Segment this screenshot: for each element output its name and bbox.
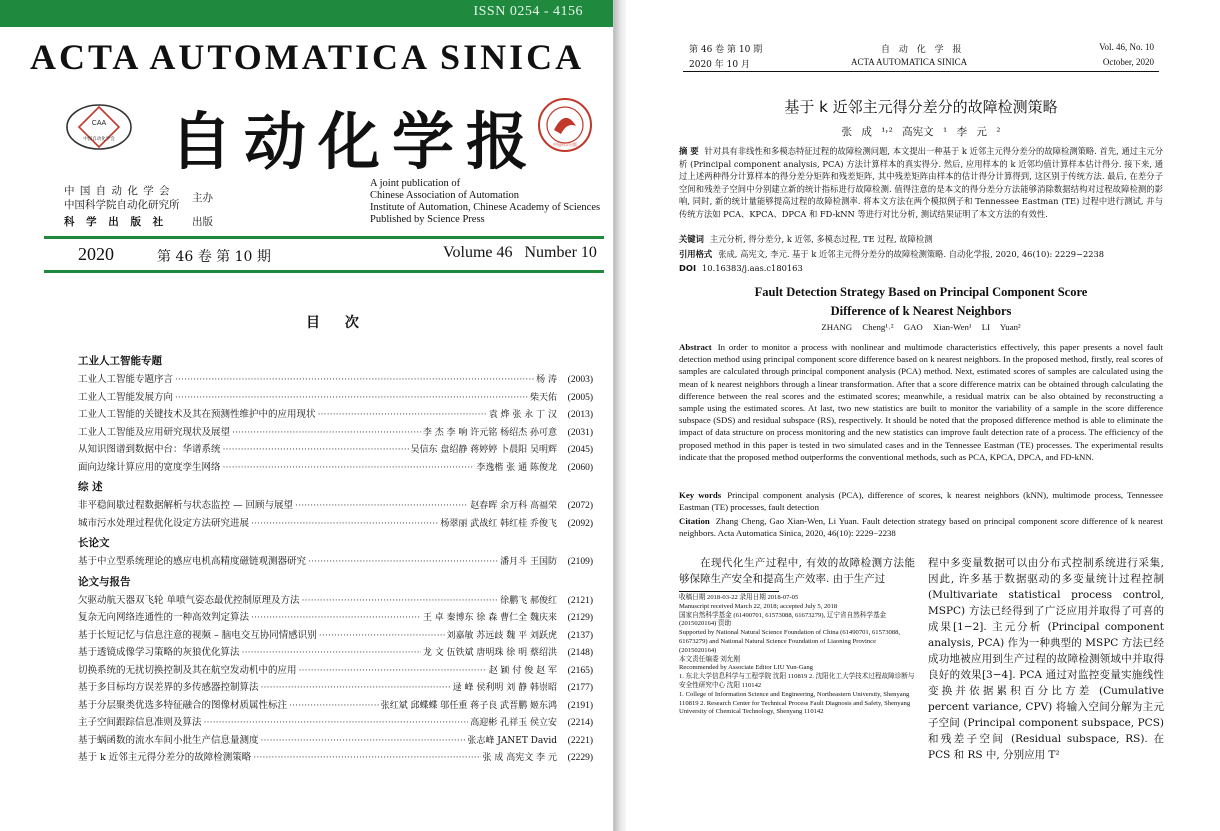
toc-entry[interactable] bbox=[78, 749, 593, 767]
toc-leader-dots bbox=[253, 749, 480, 767]
publisher-role: 出版 bbox=[192, 216, 213, 228]
toc-entry-authors: 龙 文 伍铁斌 唐明珠 徐 明 蔡绍洪 bbox=[422, 648, 557, 658]
publication-line: A joint publication of bbox=[370, 178, 461, 189]
toc-entry-authors: 赵 颖 付 俊 赵 军 bbox=[488, 665, 557, 676]
keywords-cn-label: 关键词 bbox=[679, 234, 704, 244]
toc-entry-page: (2045) bbox=[567, 445, 593, 455]
toc-entry-title: 从知识图谱到数据中台：华谱系统 bbox=[78, 444, 221, 455]
sponsor-ia-cas: 中国科学院自动化研究所 bbox=[64, 199, 180, 211]
toc-entry-title: 工业人工智能及应用研究现状及展望 bbox=[78, 426, 231, 438]
toc-entry-title: 非平稳间歇过程数据解析与状态监控 — 回顾与展望 bbox=[78, 500, 294, 511]
toc-entry[interactable] bbox=[78, 424, 593, 442]
publication-line: Institute of Automation, Chinese Academy of Sciences bbox=[370, 202, 601, 213]
footnote-line: 1. College of Information Science and Engineering, Northeastern University, Shenyang 110819 2. Research Center for Technical Process Fault Diagnosis and Safety, Shenyang University of Chemical Technology, Shenyang 110142 bbox=[679, 690, 911, 716]
toc-entry[interactable] bbox=[78, 406, 593, 424]
toc-entry-page: (2013) bbox=[567, 410, 593, 420]
journal-title-en: ACTA AUTOMATICA SINICA bbox=[30, 37, 585, 77]
issn-bar bbox=[0, 0, 613, 27]
toc-section-heading: 综 述 bbox=[78, 481, 103, 493]
divider bbox=[44, 236, 604, 239]
sponsors-cn bbox=[64, 184, 213, 229]
toc-leader-dots bbox=[295, 497, 468, 515]
toc-entry[interactable] bbox=[78, 592, 593, 610]
toc-leader-dots bbox=[251, 515, 438, 533]
sponsor-caa: 中 国 自 动 化 学 会 bbox=[64, 185, 171, 197]
toc-entry[interactable] bbox=[78, 627, 593, 645]
toc-leader-dots bbox=[318, 406, 487, 424]
toc-entry-title: 工业人工智能专题序言 bbox=[78, 374, 174, 385]
science-press-logo-icon bbox=[536, 96, 594, 154]
header-rule bbox=[683, 71, 1159, 72]
article-page bbox=[627, 0, 1220, 831]
book-gutter bbox=[614, 0, 626, 831]
toc-entry[interactable] bbox=[78, 441, 593, 459]
toc-entry-authors: 赵春晖 余万科 高福荣 bbox=[470, 501, 557, 511]
publisher-science-press: 科 学 出 版 社 bbox=[64, 216, 168, 228]
caa-logo-icon bbox=[64, 98, 134, 156]
toc-entry-authors: 吴信东 盘绍静 蒋婷婷 卜晨阳 吴明辉 bbox=[410, 445, 557, 455]
toc-entry-page: (2005) bbox=[567, 392, 593, 403]
toc-entry-title: 城市污水处理过程优化设定方法研究进展 bbox=[78, 517, 250, 529]
svg-text:中国科学出版: 中国科学出版 bbox=[553, 142, 577, 147]
toc-entry-page: (2165) bbox=[567, 665, 593, 676]
issn-label: ISSN 0254 - 4156 bbox=[473, 4, 583, 19]
toc-entry-title: 基于长短记忆与信息注意的视频 – 脑电交互协同情感识别 bbox=[78, 629, 317, 641]
toc-entry-authors: 刘嘉敏 苏远歧 魏 平 刘跃虎 bbox=[446, 630, 557, 641]
toc-entry[interactable] bbox=[78, 389, 593, 407]
header-date-en: October, 2020 bbox=[1102, 57, 1154, 67]
toc-entry[interactable] bbox=[78, 609, 593, 627]
toc-entry-title: 主子空间跟踪信息准则及算法 bbox=[78, 717, 202, 728]
toc-section-heading: 长论文 bbox=[78, 537, 110, 549]
toc-entry-authors: 张红斌 邱蝶蝶 邬任重 蒋子良 武晋鹏 姬东鸿 bbox=[380, 700, 557, 711]
keywords-en-label: Key words bbox=[679, 490, 722, 500]
toc-entry-page: (2092) bbox=[567, 518, 593, 529]
doi bbox=[679, 262, 1163, 275]
keywords-en bbox=[679, 489, 1163, 513]
toc-entry-page: (2109) bbox=[567, 557, 593, 567]
toc-entry-title: 复杂无向网络连通性的一种高效判定算法 bbox=[78, 612, 250, 623]
citation-en-text: Zhang Cheng, Gao Xian-Wen, Li Yuan. Fault detection strategy based on principal component score difference of k nearest neighbors. Acta Automatica Sinica, 2020, 46(10): 2229−2238 bbox=[679, 516, 1163, 539]
toc-entry[interactable] bbox=[78, 662, 593, 680]
citation-cn-text: 张成, 高宪文, 李元. 基于 k 近邻主元得分差分的故障检测策略. 自动化学报, 2020, 46(10): 2229−2238 bbox=[718, 249, 1105, 259]
issue-year: 2020 bbox=[78, 244, 114, 264]
abstract-en-label: Abstract bbox=[679, 342, 712, 352]
toc-entry-page: (2191) bbox=[567, 700, 593, 711]
publication-info-en bbox=[370, 178, 600, 226]
toc-title: 目 次 bbox=[306, 315, 369, 331]
footnote-line: Recommended by Associate Editor LIU Yun-Gang bbox=[679, 664, 813, 672]
toc-leader-dots bbox=[175, 371, 534, 389]
footnote-line: Supported by National Natural Science Foundation of China (61490701, 61573088, 61673279) and National Natural Science Foundation of Liaoning Province (2015020164) bbox=[679, 629, 901, 654]
toc-section-heading: 论文与报告 bbox=[78, 575, 131, 588]
toc-entry-page: (2031) bbox=[567, 427, 593, 438]
journal-title-cn: 自动化学报 bbox=[170, 105, 541, 178]
toc-entry-title: 基于分层聚类优选多特征融合的图像材质属性标注 bbox=[78, 699, 288, 711]
svg-text:中国自动化学会: 中国自动化学会 bbox=[83, 137, 115, 142]
toc-entry-authors: 李逸楷 张 通 陈俊龙 bbox=[476, 462, 557, 473]
toc-leader-dots bbox=[175, 389, 528, 407]
toc-leader-dots bbox=[289, 697, 379, 715]
toc-leader-dots bbox=[242, 644, 421, 662]
toc-entry-authors: 逯 峰 侯利明 刘 静 韩崇昭 bbox=[452, 683, 557, 693]
article-authors-en: ZHANG Cheng¹˒² GAO Xian-Wen¹ LI Yuan² bbox=[821, 322, 1021, 332]
toc-leader-dots bbox=[261, 679, 451, 697]
footnote-line: Manuscript received March 22, 2018; accepted July 5, 2018 bbox=[679, 602, 838, 610]
toc-entry-authors: 袁 烨 张 永 丁 汉 bbox=[488, 410, 557, 420]
keywords-en-text: Principal component analysis (PCA), difference of scores, k nearest neighbors (kNN), multimode process, Tennessee Eastman (TE) processes, fault detection bbox=[679, 490, 1164, 513]
toc-entry-page: (2137) bbox=[567, 630, 593, 641]
toc-entry-title: 工业人工智能发展方向 bbox=[78, 391, 174, 403]
toc-entry-page: (2148) bbox=[567, 648, 593, 658]
keywords-cn-text: 主元分析, 得分差分, k 近邻, 多模态过程, TE 过程, 故障检测 bbox=[709, 234, 933, 244]
toc-entry-authors: 潘月斗 王国防 bbox=[500, 557, 557, 567]
toc-entry-page: (2229) bbox=[567, 753, 593, 763]
toc-entry-authors: 高迎彬 孔祥玉 侯立安 bbox=[470, 718, 557, 728]
toc-entry[interactable] bbox=[78, 497, 593, 515]
citation-cn-label: 引用格式 bbox=[679, 249, 713, 259]
toc-entry-title: 基于蜗函数的流水车间小批生产信息量测度 bbox=[78, 734, 259, 746]
toc-leader-dots bbox=[319, 627, 445, 645]
toc-leader-dots bbox=[223, 459, 475, 477]
keywords-cn bbox=[679, 233, 1163, 246]
toc-entry-page: (2072) bbox=[567, 501, 593, 511]
svg-text:CAA: CAA bbox=[91, 120, 107, 127]
toc-entry-authors: 张志峰 JANET David bbox=[467, 735, 557, 746]
toc-entry[interactable] bbox=[78, 697, 593, 715]
toc-leader-dots bbox=[302, 592, 499, 610]
toc-entry-authors: 柴天佑 bbox=[529, 392, 557, 403]
toc-entry-title: 基于 k 近邻主元得分差分的故障检测策略 bbox=[78, 752, 252, 763]
toc-entry-title: 切换系统的无扰切换控制及其在航空发动机中的应用 bbox=[78, 664, 297, 676]
toc-leader-dots bbox=[223, 441, 409, 459]
toc-entry-authors: 杨翠丽 武战红 韩红桂 乔俊飞 bbox=[440, 518, 557, 529]
toc-entry[interactable] bbox=[78, 679, 593, 697]
toc-entry-title: 基于中立型系统理论的感应电机高精度磁链观测器研究 bbox=[78, 556, 307, 567]
abstract-cn-text: 针对具有非线性和多模态特征过程的故障检测问题, 本文提出一种基于 k 近邻主元得分差分的故障检测策略. 首先, 通过主元分析 (Principal component analysis, PCA) 方法计算样本的真实得分. 然后, 应用样本的 k 近邻均值计算样本估计得分. 接下来, 通过上述两种得分计算样本的得分差分矩阵和残差矩阵, 其中残差矩阵由样本的估计得分计算得到, 这区别于传统方法. 最后, 在差分子空间和残差子空间中分别建立新的统计指标进行故障检测. 值得注意的是本文的得分差分方法能够消除数据结构对过程故障检测的影响, 同时, 新的统计量能够提高过程的故障检测率. 将本文方法在两个模拟例子和 Tennessee Eastman (TE) 过程中进行测试, 并与传统方法如 PCA、KPCA、DPCA 和 FD-kNN 等进行对比分析, 测试结果证明了本文方法的有效性. bbox=[679, 146, 1163, 219]
toc-entry-title: 欠驱动航天器双飞轮 单喷气姿态最优控制原理及方法 bbox=[78, 594, 300, 606]
toc-entry[interactable] bbox=[78, 732, 593, 750]
article-authors-cn: 张 成 ¹˒² 高宪文 ¹ 李 元 ² bbox=[841, 126, 1001, 138]
header-date-cn: 2020 年 10 月 bbox=[689, 60, 750, 70]
publication-line: Published by Science Press bbox=[370, 214, 485, 225]
footnote-line: 1. 东北大学信息科学与工程学院 沈阳 110819 2. 沈阳化工大学技术过程故障诊断与安全性研究中心 沈阳 110142 bbox=[679, 673, 915, 689]
volume-label: Volume 46 bbox=[443, 244, 513, 261]
toc-entry-title: 面向边缘计算应用的宽度孪生网络 bbox=[78, 461, 221, 473]
footnote-rule bbox=[679, 591, 779, 592]
toc-entry-authors: 王 卓 秦博东 徐 森 曹仁全 魏庆来 bbox=[422, 613, 557, 623]
citation-en bbox=[679, 515, 1163, 539]
body-column-left: 在现代化生产过程中, 有效的故障检测方法能够保障生产安全和提高生产效率. 由于生产过 bbox=[679, 557, 915, 585]
toc-entry-page: (2121) bbox=[567, 595, 593, 606]
doi-link[interactable]: 10.16383/j.aas.c180163 bbox=[702, 263, 803, 273]
abstract-cn-label: 摘 要 bbox=[679, 146, 699, 156]
abstract-cn bbox=[679, 145, 1163, 220]
header-volume-en: Vol. 46, No. 10 bbox=[1099, 42, 1154, 52]
toc-leader-dots bbox=[232, 424, 421, 442]
title-en-line: Difference of k Nearest Neighbors bbox=[830, 304, 1012, 318]
header-journal-cn: 自 动 化 学 报 bbox=[881, 45, 965, 55]
sponsor-role: 主办 bbox=[192, 192, 213, 204]
toc-entry[interactable] bbox=[78, 371, 593, 389]
toc-entry[interactable] bbox=[78, 553, 593, 571]
toc-entry-page: (2060) bbox=[567, 462, 593, 473]
toc-entry-authors: 杨 涛 bbox=[536, 375, 557, 385]
toc-entry-page: (2214) bbox=[567, 718, 593, 728]
doi-label: DOI bbox=[679, 263, 697, 273]
publication-line: Chinese Association of Automation bbox=[370, 190, 520, 201]
abstract-en bbox=[679, 341, 1163, 463]
article-title-cn: 基于 k 近邻主元得分差分的故障检测策略 bbox=[784, 98, 1058, 116]
footnote-line: 国家自然科学基金 (61490701, 61573088, 61673279), 辽宁省自然科学基金 (2015020164) 资助 bbox=[679, 611, 887, 628]
toc-leader-dots bbox=[299, 662, 487, 680]
toc-entry-title: 基于多目标均方误差界的多传感器控制算法 bbox=[78, 682, 259, 693]
issue-volume-en bbox=[443, 244, 597, 262]
table-of-contents bbox=[78, 350, 593, 767]
toc-section-heading: 工业人工智能专题 bbox=[78, 355, 162, 367]
toc-entry-page: (2221) bbox=[567, 735, 593, 746]
toc-entry[interactable] bbox=[78, 515, 593, 533]
citation-en-label: Citation bbox=[679, 516, 710, 526]
footnote-line: 本文责任编委 刘允刚 bbox=[679, 655, 740, 663]
header-volume-cn: 第 46 卷 第 10 期 bbox=[689, 45, 763, 55]
toc-entry-page: (2177) bbox=[567, 683, 593, 693]
article-title-en bbox=[683, 283, 1159, 321]
divider bbox=[44, 270, 604, 273]
toc-entry-title: 基于透镜成像学习策略的灰狼优化算法 bbox=[78, 647, 240, 658]
header-journal-en: ACTA AUTOMATICA SINICA bbox=[851, 57, 968, 67]
footnote-line: 收稿日期 2018-03-22 录用日期 2018-07-05 bbox=[679, 594, 799, 601]
toc-leader-dots bbox=[308, 553, 498, 571]
body-column-right: 程中多变量数据可以由分布式控制系统进行采集, 因此, 许多基于数据驱动的多变量统计过程控制 (Multivariate statistical process control, MSPC) 方法已经得到了广泛应用并取得了可喜的成果[1−2]. 主元分析 (Principal component analysis, PCA) 作为一种典型的 MSPC 方法已经成功地被应用到生产过程的故障检测领域中并取得良好的效果[3−4]. PCA 通过对监控变量实施线性变换并依据累积百分比方差 (Cumulative percent variance, CPV) 将输入空间分解为主元子空间 (Principal component subspace, PCS) 和残差子空间 (Residual subspace, RS). 在 PCS 和 RS 中, 分别应用 T² bbox=[928, 557, 1164, 761]
toc-leader-dots bbox=[251, 609, 421, 627]
toc-entry-authors: 徐鹏飞 郝俊红 bbox=[500, 595, 557, 606]
toc-leader-dots bbox=[204, 714, 469, 732]
toc-entry-page: (2003) bbox=[567, 375, 593, 385]
toc-entry[interactable] bbox=[78, 644, 593, 662]
number-label: Number 10 bbox=[524, 244, 597, 261]
toc-entry-title: 工业人工智能的关键技术及其在预测性维护中的应用现状 bbox=[78, 409, 316, 420]
toc-entry-page: (2129) bbox=[567, 613, 593, 623]
issue-volume-cn: 第 46 卷 第 10 期 bbox=[157, 249, 271, 265]
toc-leader-dots bbox=[261, 732, 466, 750]
citation-cn bbox=[679, 248, 1163, 261]
abstract-en-text: In order to monitor a process with nonlinear and multimode characteristics effectively, this paper presents a novel fault detection method using principal component score difference based on k nearest neighbors. In the proposed method, firstly, real scores of samples are calculated through principal component analysis (PCA) method. Next, estimated scores of samples are calculated using the mean of k nearest neighbors through a linear transformation. After that a score difference matrix can be obtained through calculating the difference between the real scores and the estimated scores; meanwhile, a residual matrix can be also obtained by reconstructing a sample using the estimated scores. At last, two new statistics are built to monitor the variability of a sample in the score difference subspace (SDS) and residual subspace (RS), respectively. It should be noted that the proposed difference method is able to eliminate the impact of data structure on process monitoring and the new statistics can improve fault detection rate of a process. The efficiency of the proposed method in this paper is tested in two simulated cases and in the Tennessee Eastman (TE) processes. The experimental results indicate that the proposed method outperforms the conventional methods, such as PCA, KPCA, DPCA, and FD-kNN. bbox=[679, 342, 1163, 462]
toc-entry-authors: 张 成 高宪文 李 元 bbox=[482, 753, 557, 763]
toc-entry[interactable] bbox=[78, 714, 593, 732]
toc-entry-authors: 李 杰 李 响 许元铭 杨绍杰 孙可意 bbox=[422, 427, 557, 438]
toc-entry[interactable] bbox=[78, 459, 593, 477]
title-en-line: Fault Detection Strategy Based on Principal Component Score bbox=[754, 285, 1088, 299]
footnotes bbox=[679, 594, 915, 717]
